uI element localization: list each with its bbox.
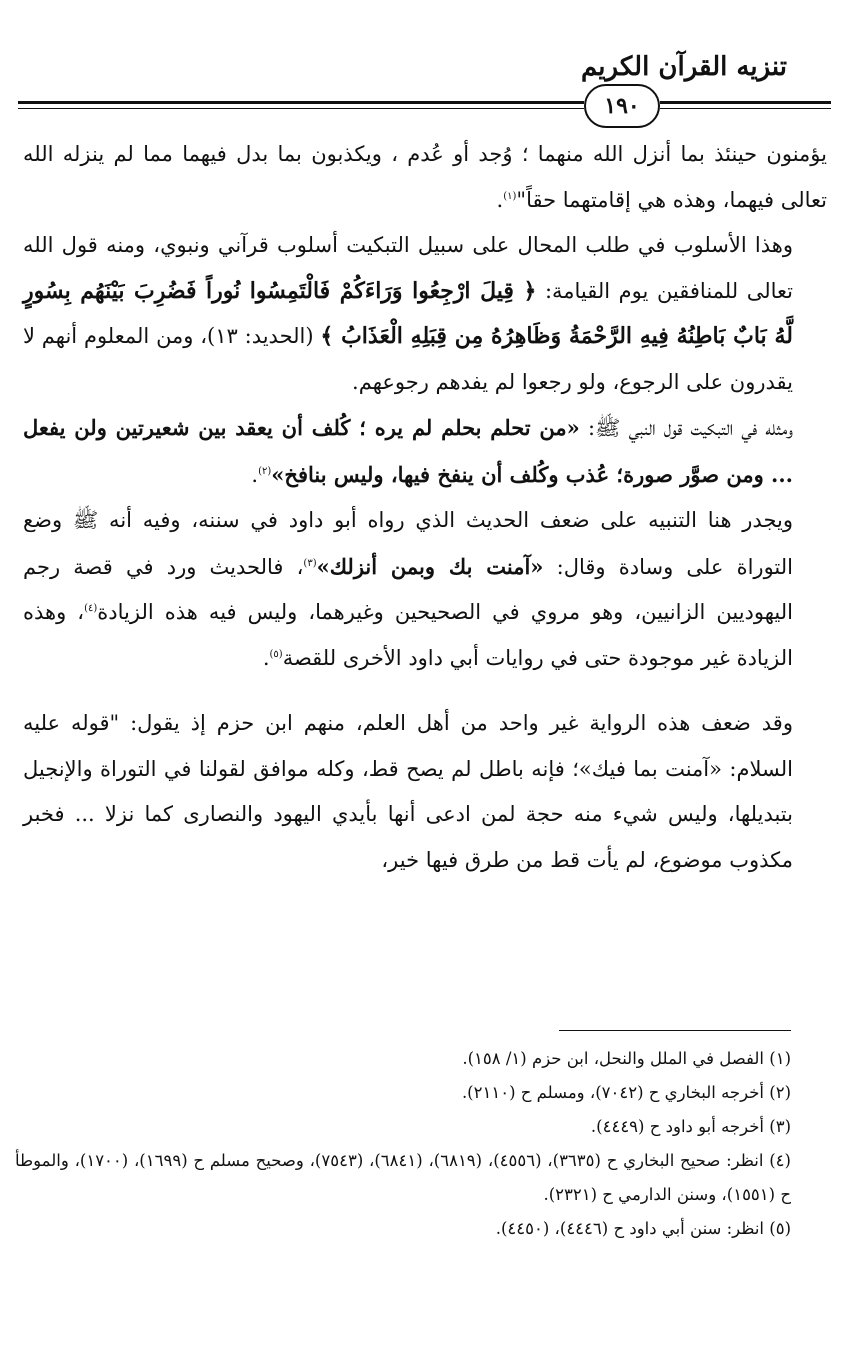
footnote: (١) الفصل في الملل والنحل، ابن حزم (١/ ١٥٨). bbox=[462, 1049, 791, 1068]
paragraph: ويجدر هنا التنبيه على ضعف الحديث الذي رواه أبو داود في سننه، وفيه أنه ﷺ وضع التوراة على وسادة وقال: «آمنت بك وبمن أنزلك»$^{(٣)}$، فالحديث ورد في قصة رجم اليهوديين الزانيين، وهو مروي في الصحيحين وغيرهما، وليس فيه هذه الزيادة$^{(٤)}$، وهذه الزيادة غير موجودة حتى في روايات أبي داود الأخرى للقصة$^{(٥)}$. bbox=[23, 508, 793, 670]
footnote-ref: (٥) bbox=[269, 648, 283, 660]
paragraph-text: ، وهذه الزيادة غير موجودة حتى في روايات أبي داود الأخرى للقصة bbox=[23, 600, 793, 670]
paragraph: يؤمنون حينئذ بما أنزل الله منهما ؛ وُجد أو عُدم ، ويكذبون بما بدل فيهما مما لم ينزله الله تعالى فيهما، وهذه هي إقامتهما حقاً"$^{(١)}$. bbox=[23, 142, 827, 212]
paragraph bbox=[23, 701, 827, 883]
paragraph bbox=[23, 223, 827, 405]
paragraph-text: ومثله في التبكيت قول النبي ﷺ: bbox=[587, 416, 793, 440]
header-rule-thin bbox=[18, 108, 584, 109]
running-header-title: تنزيه القرآن الكريم bbox=[580, 52, 787, 82]
paragraph-text: يؤمنون حينئذ بما أنزل الله منهما ؛ وُجد أو عُدم ، ويكذبون بما بدل فيهما مما لم ينزله الله تعالى فيهما، وهذه هي إقامتهما حقاً" bbox=[23, 142, 827, 212]
footnote-ref: (٢) bbox=[258, 465, 272, 477]
header-rule bbox=[660, 101, 831, 104]
hadith-quote: «آمنت بك وبمن أنزلك» bbox=[316, 553, 544, 579]
paragraph-text: (الحديد: ١٣)، ومن المعلوم أنهم لا يقدرون على الرجوع، ولو رجعوا لم يفدهم رجوعهم. bbox=[23, 324, 793, 394]
header-rule-thin bbox=[660, 108, 831, 109]
paragraph-text: وهذا الأسلوب في طلب المحال على سبيل التبكيت أسلوب قرآني ونبوي، ومنه قول الله تعالى للمنافقين يوم القيامة: bbox=[23, 233, 793, 303]
footnote: (٣) أخرجه أبو داود ح (٤٤٤٩). bbox=[590, 1117, 791, 1136]
paragraph-text: ، فالحديث ورد في قصة رجم اليهوديين الزانيين، وهو مروي في الصحيحين وغيرهما، وليس فيه هذه الزيادة bbox=[23, 554, 793, 624]
paragraph-text: وقد ضعف هذه الرواية غير واحد من أهل العلم، منهم ابن حزم إذ يقول: "قوله عليه السلام: «آمنت بما فيك»؛ فإنه باطل لم يصح قط، وكله موافق لقولنا في التوراة والإنجيل بتبديلها، وليس شيء منه حجة لمن ادعى أنها بأيدي اليهود والنصارى كما نزلا ... فخبر مكذوب موضوع، لم يأت قط من طرق فيها خير، bbox=[23, 711, 793, 872]
paragraph-text: ويجدر هنا التنبيه على ضعف الحديث الذي رواه أبو داود في سننه، وفيه أنه ﷺ وضع التوراة على وسادة وقال: bbox=[23, 508, 793, 579]
footnote-ref: (٣) bbox=[303, 557, 317, 569]
footnote-separator bbox=[559, 1030, 791, 1031]
footnotes bbox=[15, 1042, 791, 1246]
hadith-quote: «من تحلم بحلم لم يره ؛ كُلف أن يعقد بين شعيرتين ولن يفعل ... ومن صوَّر صورة؛ عُذب وكُلف أن ينفخ فيها، وليس بنافخ» bbox=[23, 415, 793, 487]
quran-verse: ﴿ قِيلَ ارْجِعُوا وَرَاءَكُمْ فَالْتَمِسُوا نُوراً فَضُرِبَ بَيْنَهُم بِسُورٍ لَّهُ بَابٌ بَاطِنُهُ فِيهِ الرَّحْمَةُ وَظَاهِرُهُ مِن قِبَلِهِ الْعَذَابُ ﴾ bbox=[23, 277, 793, 349]
page-number: ١٩٠ bbox=[584, 84, 660, 128]
footnote-ref: (٤) bbox=[84, 603, 98, 614]
footnote: (٥) انظر: سنن أبي داود ح (٤٤٤٦)، (٤٤٥٠). bbox=[495, 1219, 791, 1238]
footnote-ref: (١) bbox=[503, 190, 517, 202]
header-rule bbox=[18, 101, 584, 104]
footnote: (٤) انظر: صحيح البخاري ح (٣٦٣٥)، (٤٥٥٦)، (٦٨١٩)، (٦٨٤١)، (٧٥٤٣)، وصحيح مسلم ح (١٦٩٩)، (١٧٠٠)، والموطأ ح (١٥٥١)، وسنن الدارمي ح (٢٣٢١). bbox=[15, 1151, 791, 1204]
paragraph: ومثله في التبكيت قول النبي ﷺ: «من تحلم بحلم لم يره ؛ كُلف أن يعقد بين شعيرتين ولن يفعل ... ومن صوَّر صورة؛ عُذب وكُلف أن ينفخ فيها، وليس بنافخ»$^{(٢)}$. bbox=[23, 415, 793, 487]
main-text bbox=[23, 132, 827, 883]
footnote: (٢) أخرجه البخاري ح (٧٠٤٢)، ومسلم ح (٢١١٠). bbox=[461, 1083, 791, 1102]
